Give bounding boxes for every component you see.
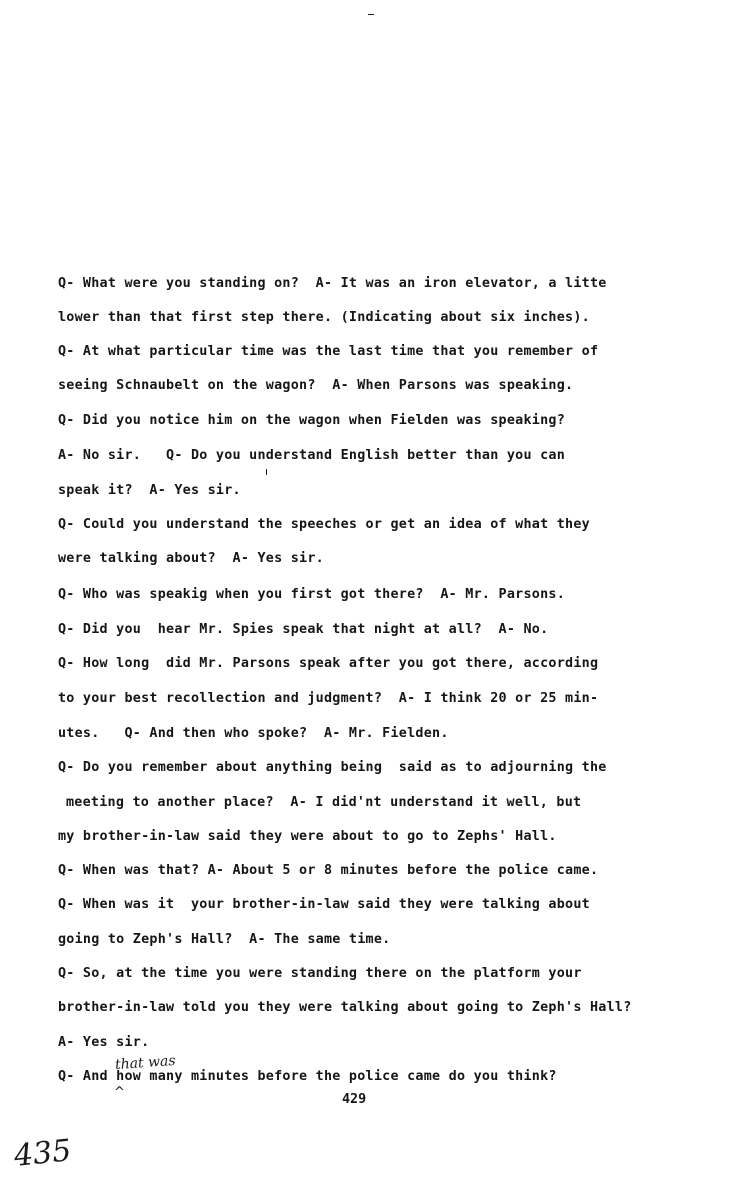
text-line: Q- When was it your brother-in-law said they were talking about xyxy=(58,897,590,912)
text-line: my brother-in-law said they were about to go to Zephs' Hall. xyxy=(58,829,557,844)
text-line: were talking about? A- Yes sir. xyxy=(58,551,324,566)
text-line: Q- Did you hear Mr. Spies speak that night at all? A- No. xyxy=(58,622,549,637)
text-line: meeting to another place? A- I did'nt understand it well, but xyxy=(66,795,582,810)
handwritten-number: 435 xyxy=(12,1133,73,1174)
text-line: speak it? A- Yes sir. xyxy=(58,483,241,498)
text-line: A- Yes sir. xyxy=(58,1035,150,1050)
text-line: Q- How long did Mr. Parsons speak after you got there, according xyxy=(58,656,599,671)
handwritten-insert: that was xyxy=(114,1052,177,1074)
text-line: Q- Who was speakig when you first got there? A- Mr. Parsons. xyxy=(58,587,566,602)
text-line: Q- Did you notice him on the wagon when Fielden was speaking? xyxy=(58,413,566,428)
text-line: lower than that first step there. (Indicating about six inches). xyxy=(58,310,590,325)
text-line: Q- When was that? A- About 5 or 8 minutes before the police came. xyxy=(58,863,599,878)
speck-mark xyxy=(368,14,374,15)
text-line: to your best recollection and judgment? A- I think 20 or 25 min- xyxy=(58,691,599,706)
text-line: seeing Schnaubelt on the wagon? A- When Parsons was speaking. xyxy=(58,378,574,393)
text-line: Q- Could you understand the speeches or get an idea of what they xyxy=(58,517,590,532)
text-line: utes. Q- And then who spoke? A- Mr. Fielden. xyxy=(58,726,449,741)
text-line: Q- At what particular time was the last time that you remember of xyxy=(58,344,599,359)
speck-mark xyxy=(266,469,267,475)
text-line: going to Zeph's Hall? A- The same time. xyxy=(58,932,391,947)
text-line: Q- So, at the time you were standing there on the platform your xyxy=(58,966,582,981)
text-line: A- No sir. Q- Do you understand English better than you can xyxy=(58,448,566,463)
text-line: brother-in-law told you they were talking about going to Zeph's Hall? xyxy=(58,1000,632,1015)
text-line: Q- What were you standing on? A- It was an iron elevator, a litte xyxy=(58,276,607,291)
text-line: Q- And how many minutes before the police came do you think? xyxy=(58,1069,557,1084)
page-number: 429 xyxy=(342,1092,367,1107)
insertion-caret: ^ xyxy=(114,1085,125,1100)
text-line: Q- Do you remember about anything being said as to adjourning the xyxy=(58,760,607,775)
